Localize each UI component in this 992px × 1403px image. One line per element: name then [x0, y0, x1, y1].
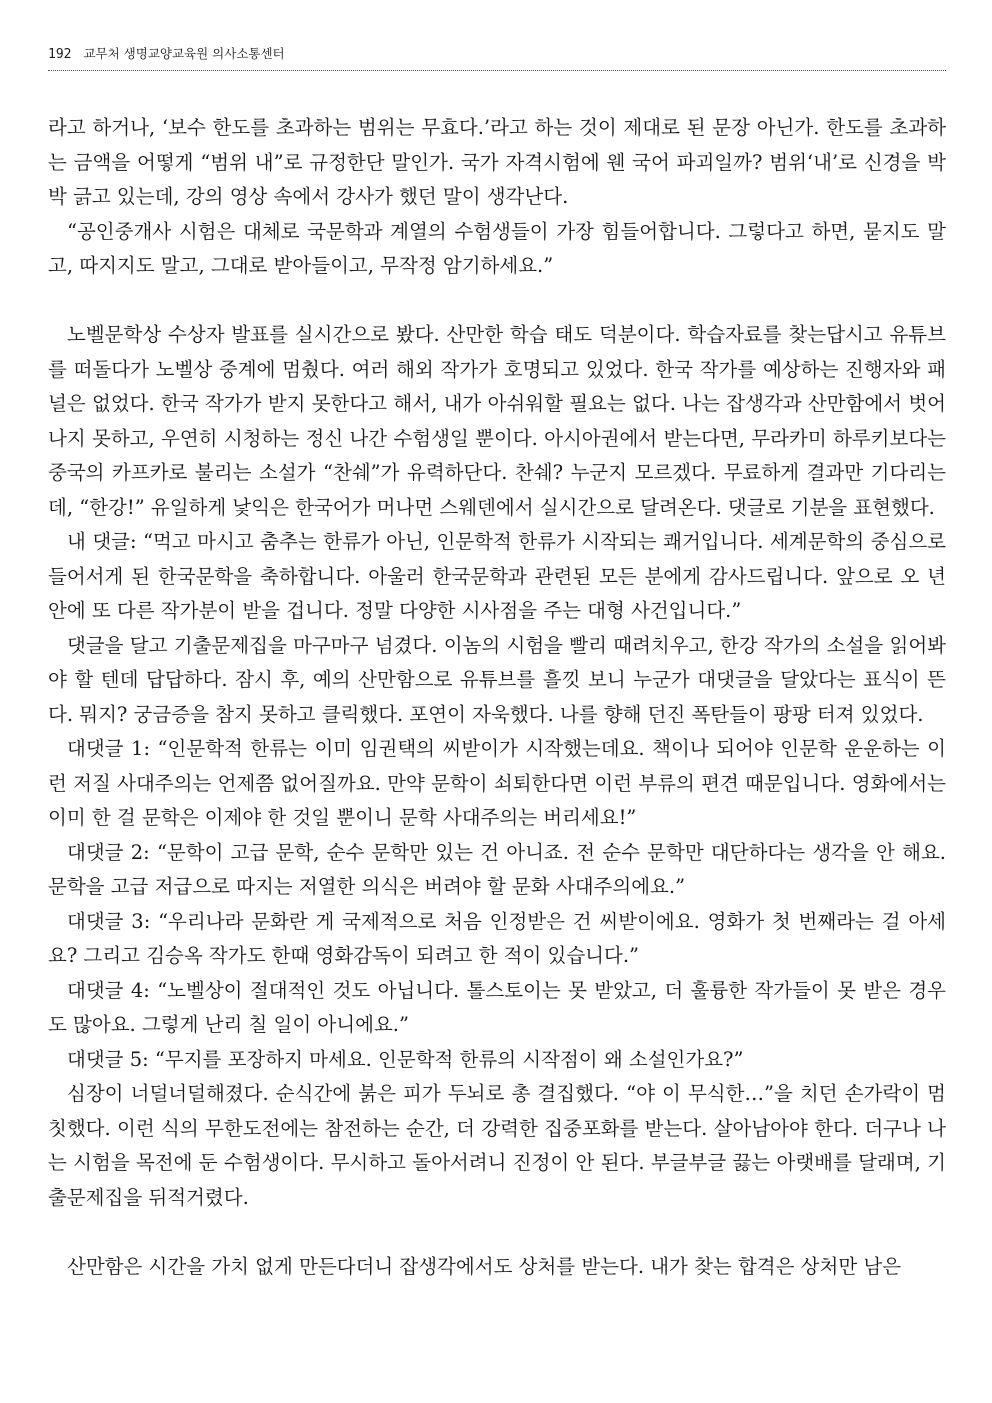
page-number: 192 [48, 47, 72, 62]
paragraph-reply-3: 대댓글 3: “우리나라 문화란 게 국제적으로 처음 인정받은 건 씨받이에요. 영화가 첫 번째라는 걸 아세요? 그리고 김승옥 작가도 한때 영화감독이 되려고 한 적이 있습니다.” [48, 909, 946, 967]
paragraph-reply-1: 대댓글 1: “인문학적 한류는 이미 임권택의 씨받이가 시작했는데요. 책이나 되어야 인문학 운운하는 이런 저질 사대주의는 언제쯤 없어질까요. 만약 문학이 쇠퇴한다면 이런 부류의 편견 때문입니다. 영화에서는 이미 한 걸 문학은 이제야 한 것일 뿐이니 문학 사대주의는 버리세요!” [48, 737, 946, 829]
body-text [48, 111, 946, 1284]
paragraph: 산만함은 시간을 가치 없게 만든다더니 잡생각에서도 상처를 받는다. 내가 찾는 합격은 상처만 남은 [67, 1254, 902, 1278]
paragraph-quote-instructor: “공인중개사 시험은 대체로 국문학과 계열의 수험생들이 가장 힘들어합니다. 그렇다고 하면, 묻지도 말고, 따지지도 말고, 그대로 받아들이고, 무작정 암기하세요.” [48, 219, 946, 277]
paragraph: 댓글을 달고 기출문제집을 마구마구 넘겼다. 이놈의 시험을 빨리 때려치우고, 한강 작가의 소설을 읽어봐야 할 텐데 답답하다. 잠시 후, 예의 산만함으로 유튜브를 흘낏 보니 누군가 대댓글을 달았다는 표식이 뜬다. 뭐지? 궁금증을 참지 못하고 클릭했다. 포연이 자욱했다. 나를 향해 던진 폭탄들이 팡팡 터져 있었다. [48, 633, 946, 726]
paragraph-gap [48, 284, 946, 319]
paragraph-my-comment: 내 댓글: “먹고 마시고 춤추는 한류가 아닌, 인문학적 한류가 시작되는 쾌거입니다. 세계문학의 중심으로 들어서게 된 한국문학을 축하합니다. 아울러 한국문학과 관련된 모든 분에게 감사드립니다. 앞으로 오 년 안에 또 다른 작가분이 받을 겁니다. 정말 다양한 시사점을 주는 대형 사건입니다.” [48, 530, 946, 622]
paragraph: 노벨문학상 수상자 발표를 실시간으로 봤다. 산만한 학습 태도 덕분이다. 학습자료를 찾는답시고 유튜브를 떠돌다가 노벨상 중계에 멈췄다. 여러 해외 작가가 호명되고 있었다. 한국 작가를 예상하는 진행자와 패널은 없었다. 한국 작가가 받지 못한다고 해서, 내가 아쉬워할 필요는 없다. 나는 잡생각과 산만함에서 벗어나지 못하고, 우연히 시청하는 정신 나간 수험생일 뿐이다. 아시아권에서 받는다면, 무라카미 하루키보다는 중국의 카프카로 불리는 소설가 “찬쉐”가 유력하단다. 찬쉐? 누군지 모르겠다. 무료하게 결과만 기다리는데, “한강!” 유일하게 낯익은 한국어가 머나먼 스웨덴에서 실시간으로 달려온다. 댓글로 기분을 표현했다. [48, 323, 946, 519]
running-title: 교무처 생명교양교육원 의사소통센터 [83, 46, 285, 61]
paragraph: 라고 하거나, ‘보수 한도를 초과하는 범위는 무효다.’라고 하는 것이 제대로 된 문장 아닌가. 한도를 초과하는 금액을 어떻게 “범위 내”로 규정한단 말인가. 국가 자격시험에 웬 국어 파괴일까? 범위‘내’로 신경을 박박 긁고 있는데, 강의 영상 속에서 강사가 했던 말이 생각난다. [48, 116, 946, 208]
paragraph-reply-4: 대댓글 4: “노벨상이 절대적인 것도 아닙니다. 톨스토이는 못 받았고, 더 훌륭한 작가들이 못 받은 경우도 많아요. 그렇게 난리 칠 일이 아니에요.” [48, 978, 946, 1036]
running-header [48, 44, 946, 71]
paragraph-gap [48, 1215, 946, 1250]
paragraph: 심장이 너덜너덜해졌다. 순식간에 붉은 피가 두뇌로 총 결집했다. “야 이 무식한…”을 치던 손가락이 멈칫했다. 이런 식의 무한도전에는 참전하는 순간, 더 강력한 집중포화를 받는다. 살아남아야 한다. 더구나 나는 시험을 목전에 둔 수험생이다. 무시하고 돌아서려니 진정이 안 된다. 부글부글 끓는 아랫배를 달래며, 기출문제집을 뒤적거렸다. [48, 1082, 946, 1209]
paragraph-reply-2: 대댓글 2: “문학이 고급 문학, 순수 문학만 있는 건 아니죠. 전 순수 문학만 대단하다는 생각을 안 해요. 문학을 고급 저급으로 따지는 저열한 의식은 버려야 할 문화 사대주의에요.” [48, 840, 946, 898]
paragraph-reply-5: 대댓글 5: “무지를 포장하지 마세요. 인문학적 한류의 시작점이 왜 소설인가요?” [67, 1047, 744, 1071]
